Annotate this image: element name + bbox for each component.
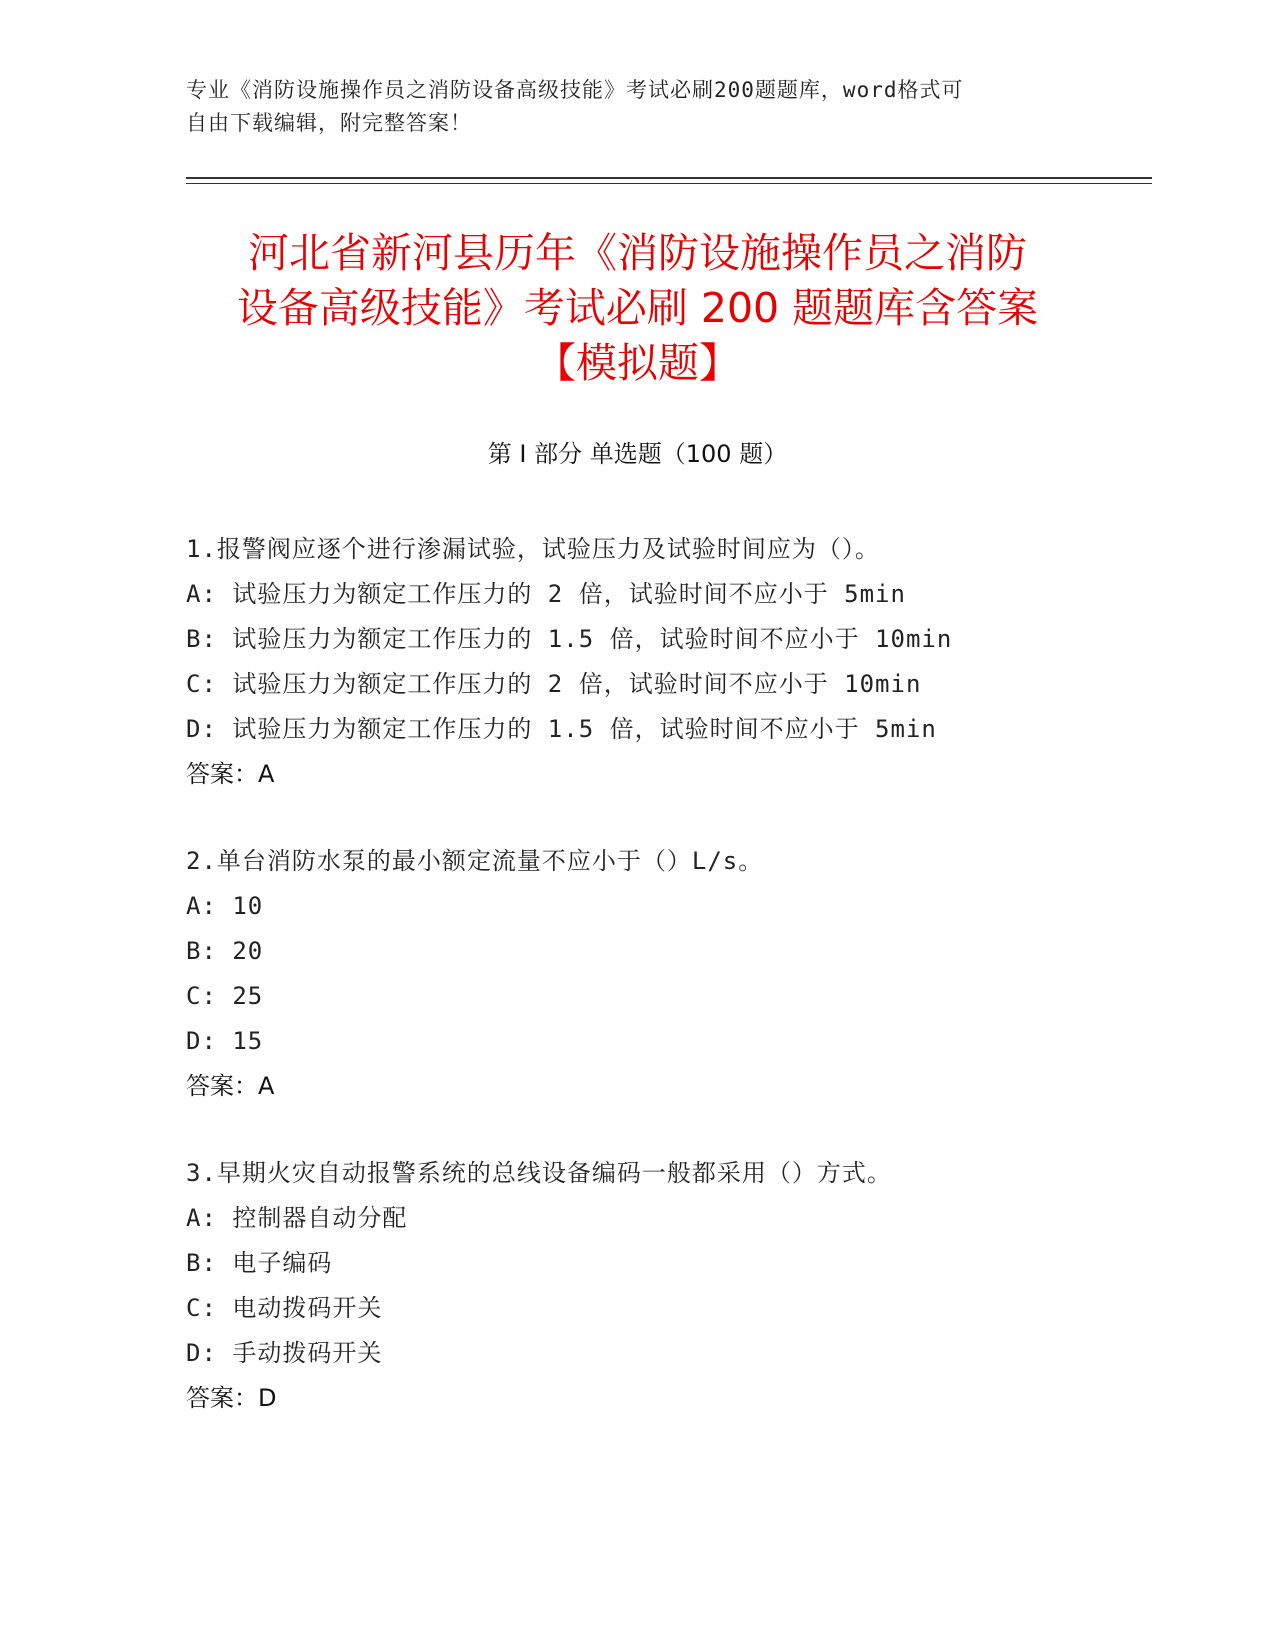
option-d: D: 15 (186, 1027, 264, 1055)
question-3 (186, 1151, 1146, 1421)
section-heading: 第 I 部分 单选题（100 题） (487, 440, 788, 468)
option-c: C: 25 (186, 982, 264, 1010)
header-note (186, 74, 1066, 140)
option-b: B: 20 (186, 937, 264, 965)
header-divider-thick (186, 177, 1152, 179)
question-stem: 1.报警阀应逐个进行渗漏试验，试验压力及试验时间应为（）。 (186, 535, 880, 563)
option-a: A: 控制器自动分配 (186, 1204, 408, 1232)
question-list (186, 527, 1146, 1463)
option-b: B: 试验压力为额定工作压力的 1.5 倍，试验时间不应小于 10min (186, 625, 953, 653)
question-2 (186, 839, 1146, 1109)
answer-line: 答案：A (186, 1072, 275, 1100)
question-stem: 2.单台消防水泵的最小额定流量不应小于（）L/s。 (186, 847, 764, 875)
header-note-line-2: 自由下载编辑，附完整答案！ (186, 111, 472, 135)
option-d: D: 试验压力为额定工作压力的 1.5 倍，试验时间不应小于 5min (186, 715, 937, 743)
title-line-1: 河北省新河县历年《消防设施操作员之消防 (248, 229, 1027, 277)
option-b: B: 电子编码 (186, 1249, 333, 1277)
option-a: A: 试验压力为额定工作压力的 2 倍，试验时间不应小于 5min (186, 580, 906, 608)
option-a: A: 10 (186, 892, 264, 920)
header-divider-thin (186, 183, 1152, 184)
document-title (150, 226, 1125, 391)
answer-line: 答案：D (186, 1384, 277, 1412)
question-1 (186, 527, 1146, 797)
title-line-3: 【模拟题】 (535, 339, 740, 387)
option-d: D: 手动拨码开关 (186, 1339, 383, 1367)
option-c: C: 电动拨码开关 (186, 1294, 383, 1322)
header-note-line-1: 专业《消防设施操作员之消防设备高级技能》考试必刷200题题库，word格式可 (186, 78, 964, 102)
question-stem: 3.早期火灾自动报警系统的总线设备编码一般都采用（）方式。 (186, 1159, 892, 1187)
answer-line: 答案：A (186, 760, 275, 788)
title-line-2: 设备高级技能》考试必刷 200 题题库含答案 (236, 284, 1039, 332)
option-c: C: 试验压力为额定工作压力的 2 倍，试验时间不应小于 10min (186, 670, 922, 698)
